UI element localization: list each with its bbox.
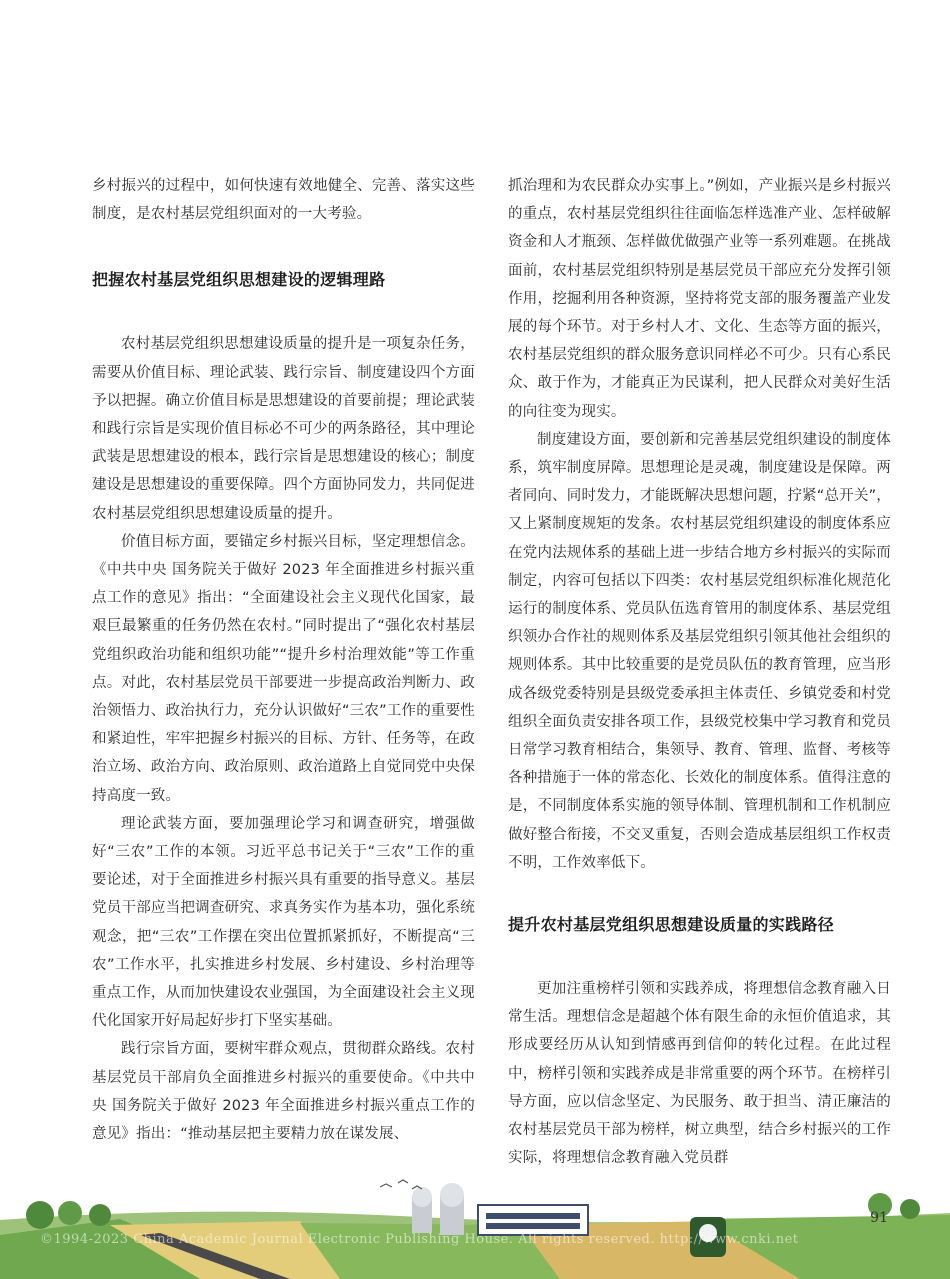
tree-icon [900, 1199, 920, 1219]
paragraph: 更加注重榜样引领和实践养成，将理想信念教育融入日常生活。理想信念是超越个体有限生命的永恒价值追求，其形成要经历从认知到情感再到信仰的转化过程。在此过程中，榜样引领和实践养成是非常重要的两个环节。在榜样引导方面，应以信念坚定、为民服务、敢于担当、清正廉洁的农村基层党员干部为榜样，树立典型，结合乡村振兴的工作实际，将理想信念教育融入党员群 [508, 981, 891, 1167]
right-column [508, 172, 891, 1173]
paragraph: 乡村振兴的过程中，如何快速有效地健全、完善、落实这些制度，是农村基层党组织面对的一大考验。 [92, 178, 475, 223]
tree-icon [58, 1201, 82, 1225]
paragraph: 抓治理和为农民群众办实事上。”例如，产业振兴是乡村振兴的重点，农村基层党组织往往面临怎样选准产业、怎样破解资金和人才瓶颈、怎样做优做强产业等一系列难题。在挑战面前，农村基层党组织特别是基层党员干部应充分发挥引领作用，挖掘利用各种资源，坚持将党支部的服务覆盖产业发展的每个环节。对于乡村人才、文化、生态等方面的振兴，农村基层党组织的群众服务意识同样必不可少。只有心系民众、敢于作为，才能真正为民谋利，把人民群众对美好生活的向往变为现实。 [508, 178, 891, 420]
page-number: 91 [870, 1210, 888, 1226]
left-column [92, 172, 475, 1148]
bird-icon [398, 1180, 408, 1183]
bird-icon [380, 1184, 392, 1187]
paragraph: 价值目标方面，要锚定乡村振兴目标，坚定理想信念。《中共中央 国务院关于做好 2023 年全面推进乡村振兴重点工作的意见》指出：“全面建设社会主义现代化国家，最艰巨最繁重的任务仍然在农村。”同时提出了“强化农村基层党组织政治功能和组织功能”“提升乡村治理效能”等工作重点。对此，农村基层党员干部要进一步提高政治判断力、政治领悟力、政治执行力，充分认识做好“三农”工作的重要性和紧迫性，牢牢把握乡村振兴的目标、方针、任务等，在政治立场、政治方向、政治原则、政治道路上自觉同党中央保持高度一致。 [92, 533, 475, 804]
paragraph: 农村基层党组织思想建设质量的提升是一项复杂任务，需要从价值目标、理论武装、践行宗旨、制度建设四个方面予以把握。确立价值目标是思想建设的首要前提；理论武装和践行宗旨是实现价值目标必不可少的两条路径，其中理论武装是思想建设的根本，践行宗旨是思想建设的核心；制度建设是思想建设的重要保障。四个方面协同发力，共同促进农村基层党组织思想建设质量的提升。 [92, 336, 475, 522]
copyright-watermark: ©1994-2023 China Academic Journal Electronic Publishing House. All rights reserved. http://www.cnki.net [40, 1232, 799, 1247]
paragraph: 制度建设方面，要创新和完善基层党组织建设的制度体系，筑牢制度屏障。思想理论是灵魂，制度建设是保障。两者同向、同时发力，才能既解决思想问题，拧紧“总开关”，又上紧制度规矩的发条。农村基层党组织建设的制度体系应在党内法规体系的基础上进一步结合地方乡村振兴的实际而制定，内容可包括以下四类：农村基层党组织标准化规范化运行的制度体系、党员队伍选育管用的制度体系、基层党组织领办合作社的规则体系及基层党组织引领其他社会组织的规则体系。其中比较重要的是党员队伍的教育管理，应当形成各级党委特别是县级党委承担主体责任、乡镇党委和村党组织全面负责安排各项工作，县级党校集中学习教育和党员日常学习教育相结合，集领导、教育、管理、监督、考核等各种措施于一体的常态化、长效化的制度体系。值得注意的是，不同制度体系实施的领导体制、管理机制和工作机制应做好整合衔接，不交叉重复，否则会造成基层组织工作权责不明，工作效率低下。 [508, 431, 891, 871]
building-icon [478, 1205, 588, 1235]
farm-landscape-illustration [0, 1175, 950, 1279]
paragraph: 践行宗旨方面，要树牢群众观点，贯彻群众路线。农村基层党员干部肩负全面推进乡村振兴的重要使命。《中共中央 国务院关于做好 2023 年全面推进乡村振兴重点工作的意见》指出：“推动基层把主要精力放在谋发展、 [92, 1041, 475, 1143]
tree-icon [89, 1204, 111, 1226]
tree-icon [26, 1201, 54, 1229]
section-heading: 把握农村基层党组织思想建设的逻辑理路 [92, 270, 386, 290]
paragraph: 理论武装方面，要加强理论学习和调查研究，增强做好“三农”工作的本领。习近平总书记关于“三农”工作的重要论述，对于全面推进乡村振兴具有重要的指导意义。基层党员干部应当把调查研究、求真务实作为基本功，强化系统观念，把“三农”工作摆在突出位置抓紧抓好，不断提高“三农”工作水平，扎实推进乡村发展、乡村建设、乡村治理等重点工作，从而加快建设农业强国，为全面建设社会主义现代化国家开好局起好步打下坚实基础。 [92, 815, 475, 1030]
section-heading: 提升农村基层党组织思想建设质量的实践路径 [508, 915, 835, 935]
